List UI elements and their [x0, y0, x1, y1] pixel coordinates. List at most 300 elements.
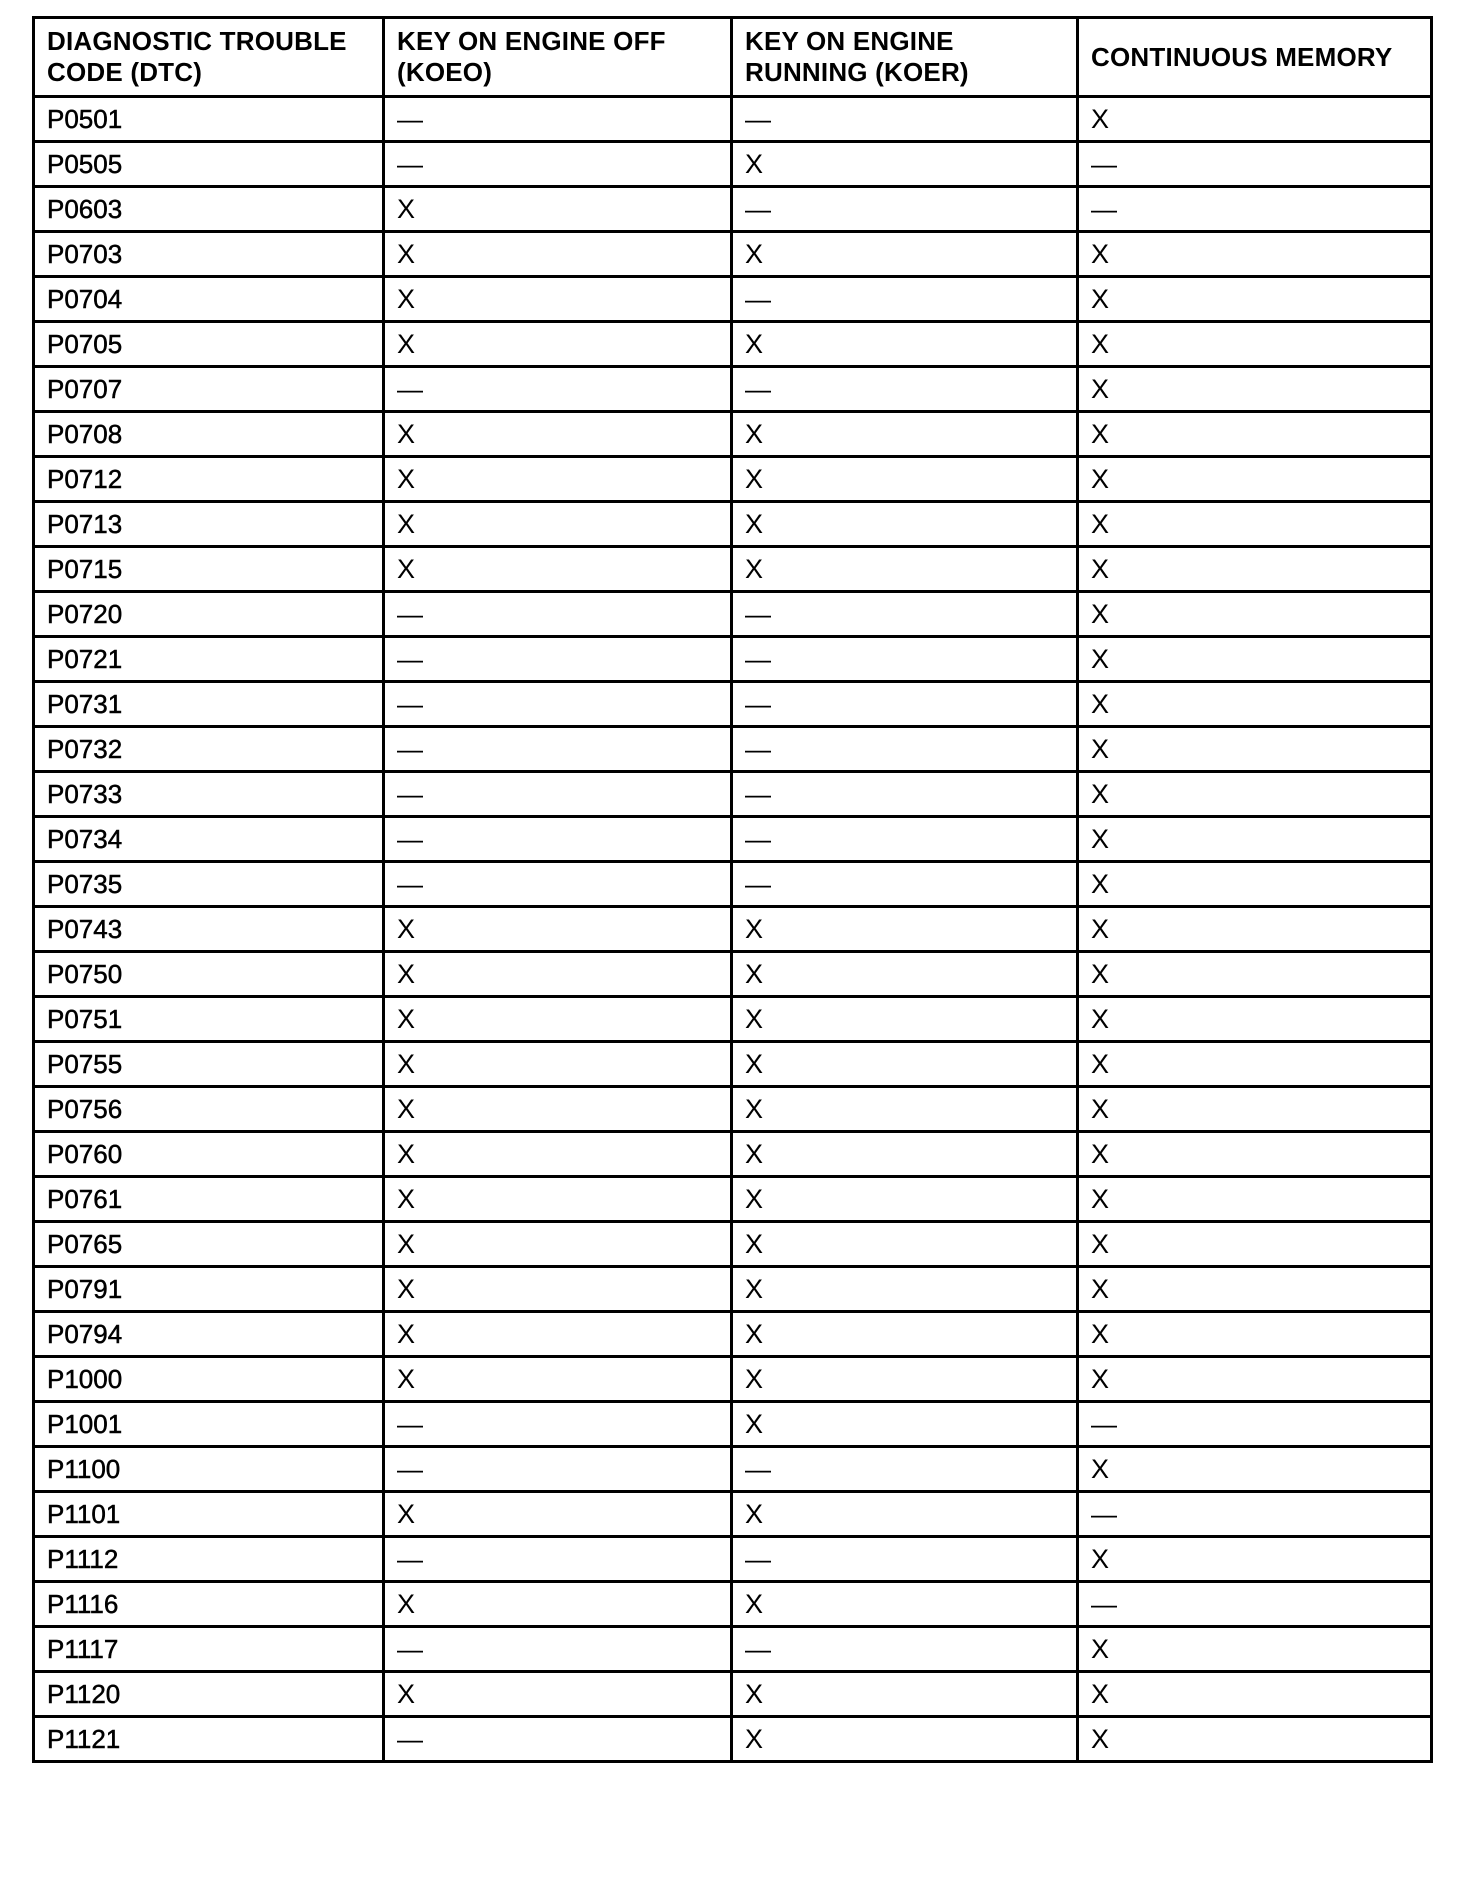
- koer-cell: [732, 1357, 1078, 1402]
- koeo-cell: [384, 592, 732, 637]
- test-mode-mark: —: [745, 1454, 771, 1484]
- table-row: [34, 412, 1432, 457]
- koer-cell: [732, 682, 1078, 727]
- dtc-code-cell: [34, 1087, 384, 1132]
- dtc-code: P0705: [47, 329, 123, 359]
- table-row: [34, 1132, 1432, 1177]
- test-mode-mark: —: [397, 104, 423, 134]
- test-mode-mark: X: [1091, 374, 1110, 404]
- table-row: [34, 1177, 1432, 1222]
- koeo-cell: [384, 1267, 732, 1312]
- test-mode-mark: X: [397, 914, 416, 944]
- koer-cell: [732, 1222, 1078, 1267]
- test-mode-mark: X: [745, 1229, 764, 1259]
- dtc-code: P0505: [47, 149, 123, 179]
- koeo-cell: [384, 862, 732, 907]
- dtc-code-cell: [34, 97, 384, 142]
- dtc-test-mode-table: [32, 16, 1433, 1763]
- test-mode-mark: —: [1091, 1499, 1117, 1529]
- test-mode-mark: —: [397, 779, 423, 809]
- test-mode-mark: —: [397, 1409, 423, 1439]
- test-mode-mark: X: [397, 1094, 416, 1124]
- koeo-cell: [384, 1447, 732, 1492]
- koer-cell: [732, 1447, 1078, 1492]
- koeo-cell: [384, 502, 732, 547]
- koer-cell: [732, 1537, 1078, 1582]
- continuous-memory-cell: [1078, 1177, 1432, 1222]
- test-mode-mark: X: [397, 419, 416, 449]
- continuous-memory-cell: [1078, 1132, 1432, 1177]
- dtc-code-cell: [34, 1492, 384, 1537]
- dtc-code: P0708: [47, 419, 123, 449]
- dtc-code: P1117: [47, 1634, 119, 1664]
- test-mode-mark: X: [397, 1364, 416, 1394]
- test-mode-mark: —: [745, 779, 771, 809]
- test-mode-mark: —: [745, 644, 771, 674]
- koeo-cell: [384, 97, 732, 142]
- dtc-code-cell: [34, 1132, 384, 1177]
- test-mode-mark: X: [397, 464, 416, 494]
- continuous-memory-cell: [1078, 502, 1432, 547]
- koer-cell: [732, 502, 1078, 547]
- dtc-code-cell: [34, 142, 384, 187]
- dtc-code-cell: [34, 322, 384, 367]
- koeo-cell: [384, 997, 732, 1042]
- test-mode-mark: X: [1091, 1544, 1110, 1574]
- continuous-memory-cell: [1078, 412, 1432, 457]
- koer-cell: [732, 322, 1078, 367]
- test-mode-mark: X: [1091, 1184, 1110, 1214]
- dtc-code: P0765: [47, 1229, 123, 1259]
- test-mode-mark: X: [745, 554, 764, 584]
- table-row: [34, 862, 1432, 907]
- test-mode-mark: —: [1091, 194, 1117, 224]
- dtc-code-cell: [34, 907, 384, 952]
- dtc-code-cell: [34, 457, 384, 502]
- table-row: [34, 232, 1432, 277]
- continuous-memory-cell: [1078, 97, 1432, 142]
- test-mode-mark: X: [1091, 1634, 1110, 1664]
- table-row: [34, 1717, 1432, 1762]
- koeo-cell: [384, 367, 732, 412]
- test-mode-mark: X: [397, 194, 416, 224]
- test-mode-mark: X: [1091, 1049, 1110, 1079]
- test-mode-mark: X: [1091, 1229, 1110, 1259]
- test-mode-mark: X: [397, 1229, 416, 1259]
- test-mode-mark: X: [1091, 239, 1110, 269]
- dtc-code-cell: [34, 1177, 384, 1222]
- dtc-code-cell: [34, 1042, 384, 1087]
- test-mode-mark: X: [745, 1184, 764, 1214]
- koeo-cell: [384, 1357, 732, 1402]
- dtc-code-cell: [34, 637, 384, 682]
- koeo-cell: [384, 1087, 732, 1132]
- test-mode-mark: —: [745, 1544, 771, 1574]
- test-mode-mark: X: [745, 239, 764, 269]
- continuous-memory-cell: [1078, 907, 1432, 952]
- dtc-code-cell: [34, 1627, 384, 1672]
- table-row: [34, 1042, 1432, 1087]
- test-mode-mark: X: [397, 554, 416, 584]
- continuous-memory-cell: [1078, 637, 1432, 682]
- test-mode-mark: X: [397, 1319, 416, 1349]
- test-mode-mark: X: [397, 1274, 416, 1304]
- table-row: [34, 1222, 1432, 1267]
- koer-cell: [732, 1582, 1078, 1627]
- continuous-memory-cell: [1078, 1537, 1432, 1582]
- continuous-memory-cell: [1078, 952, 1432, 997]
- continuous-memory-cell: [1078, 1717, 1432, 1762]
- koer-cell: [732, 772, 1078, 817]
- test-mode-mark: X: [1091, 1319, 1110, 1349]
- dtc-code-cell: [34, 727, 384, 772]
- koer-cell: [732, 1672, 1078, 1717]
- koer-cell: [732, 547, 1078, 592]
- dtc-code: P0734: [47, 824, 123, 854]
- table-row: [34, 1357, 1432, 1402]
- continuous-memory-cell: [1078, 142, 1432, 187]
- koeo-cell: [384, 277, 732, 322]
- header-row: [34, 18, 1432, 97]
- test-mode-mark: X: [397, 1139, 416, 1169]
- table-row: [34, 1267, 1432, 1312]
- dtc-code-cell: [34, 412, 384, 457]
- test-mode-mark: X: [1091, 869, 1110, 899]
- test-mode-mark: —: [397, 1454, 423, 1484]
- test-mode-mark: X: [397, 284, 416, 314]
- koer-cell: [732, 232, 1078, 277]
- koer-cell: [732, 1627, 1078, 1672]
- continuous-memory-cell: [1078, 997, 1432, 1042]
- dtc-code: P0791: [47, 1274, 123, 1304]
- koeo-cell: [384, 1402, 732, 1447]
- dtc-code: P0720: [47, 599, 123, 629]
- test-mode-mark: —: [745, 284, 771, 314]
- test-mode-mark: X: [1091, 419, 1110, 449]
- dtc-code-cell: [34, 1717, 384, 1762]
- koeo-cell: [384, 412, 732, 457]
- continuous-memory-cell: [1078, 1357, 1432, 1402]
- test-mode-mark: X: [745, 329, 764, 359]
- dtc-code-cell: [34, 592, 384, 637]
- test-mode-mark: —: [397, 149, 423, 179]
- dtc-code-cell: [34, 817, 384, 862]
- koer-cell: [732, 1267, 1078, 1312]
- dtc-code-cell: [34, 862, 384, 907]
- table-row: [34, 772, 1432, 817]
- koer-cell: [732, 1402, 1078, 1447]
- test-mode-mark: X: [745, 464, 764, 494]
- continuous-memory-cell: [1078, 457, 1432, 502]
- continuous-memory-cell: [1078, 1042, 1432, 1087]
- dtc-code-cell: [34, 1357, 384, 1402]
- dtc-code: P1120: [47, 1679, 121, 1709]
- table-row: [34, 277, 1432, 322]
- dtc-code: P0751: [47, 1004, 123, 1034]
- koer-cell: [732, 412, 1078, 457]
- test-mode-mark: X: [1091, 1139, 1110, 1169]
- test-mode-mark: —: [1091, 1409, 1117, 1439]
- test-mode-mark: X: [745, 1319, 764, 1349]
- test-mode-mark: —: [745, 374, 771, 404]
- dtc-code: P0731: [47, 689, 123, 719]
- dtc-code: P0755: [47, 1049, 123, 1079]
- continuous-memory-cell: [1078, 682, 1432, 727]
- test-mode-mark: —: [397, 689, 423, 719]
- test-mode-mark: X: [745, 1004, 764, 1034]
- continuous-memory-cell: [1078, 772, 1432, 817]
- test-mode-mark: X: [745, 1139, 764, 1169]
- koeo-cell: [384, 1312, 732, 1357]
- dtc-code: P0715: [47, 554, 123, 584]
- table-row: [34, 907, 1432, 952]
- dtc-code: P1112: [47, 1544, 119, 1574]
- dtc-code: P0703: [47, 239, 123, 269]
- test-mode-mark: X: [1091, 914, 1110, 944]
- test-mode-mark: X: [1091, 689, 1110, 719]
- continuous-memory-cell: [1078, 1447, 1432, 1492]
- dtc-code-cell: [34, 1402, 384, 1447]
- continuous-memory-cell: [1078, 1222, 1432, 1267]
- test-mode-mark: X: [1091, 284, 1110, 314]
- continuous-memory-cell: [1078, 1267, 1432, 1312]
- test-mode-mark: —: [745, 689, 771, 719]
- table-row: [34, 367, 1432, 412]
- test-mode-mark: X: [1091, 1364, 1110, 1394]
- koeo-cell: [384, 727, 732, 772]
- koeo-cell: [384, 817, 732, 862]
- dtc-code-cell: [34, 997, 384, 1042]
- dtc-code: P0735: [47, 869, 123, 899]
- test-mode-mark: —: [745, 734, 771, 764]
- dtc-code: P1101: [47, 1499, 121, 1529]
- koeo-cell: [384, 1582, 732, 1627]
- continuous-memory-cell: [1078, 1627, 1432, 1672]
- continuous-memory-cell: [1078, 322, 1432, 367]
- koeo-cell: [384, 1132, 732, 1177]
- continuous-memory-cell: [1078, 1312, 1432, 1357]
- dtc-code-cell: [34, 187, 384, 232]
- test-mode-mark: X: [1091, 734, 1110, 764]
- test-mode-mark: —: [397, 824, 423, 854]
- dtc-code: P0707: [47, 374, 123, 404]
- continuous-memory-cell: [1078, 1672, 1432, 1717]
- test-mode-mark: X: [745, 149, 764, 179]
- continuous-memory-cell: [1078, 277, 1432, 322]
- table-row: [34, 1627, 1432, 1672]
- koer-cell: [732, 727, 1078, 772]
- table-row: [34, 547, 1432, 592]
- test-mode-mark: X: [1091, 824, 1110, 854]
- test-mode-mark: X: [1091, 329, 1110, 359]
- test-mode-mark: —: [397, 1724, 423, 1754]
- dtc-code-cell: [34, 1537, 384, 1582]
- test-mode-mark: X: [397, 1184, 416, 1214]
- koer-cell: [732, 862, 1078, 907]
- test-mode-mark: X: [397, 509, 416, 539]
- koer-cell: [732, 1132, 1078, 1177]
- table-row: [34, 1447, 1432, 1492]
- koeo-cell: [384, 1492, 732, 1537]
- test-mode-mark: X: [745, 1679, 764, 1709]
- test-mode-mark: X: [745, 419, 764, 449]
- koer-cell: [732, 907, 1078, 952]
- test-mode-mark: X: [1091, 104, 1110, 134]
- table-row: [34, 187, 1432, 232]
- continuous-memory-cell: [1078, 1582, 1432, 1627]
- continuous-memory-cell: [1078, 727, 1432, 772]
- header-koeo: KEY ON ENGINE OFF (KOEO): [384, 18, 732, 97]
- koer-cell: [732, 1717, 1078, 1762]
- test-mode-mark: X: [745, 959, 764, 989]
- test-mode-mark: X: [745, 914, 764, 944]
- koeo-cell: [384, 682, 732, 727]
- test-mode-mark: X: [397, 1679, 416, 1709]
- test-mode-mark: —: [1091, 1589, 1117, 1619]
- test-mode-mark: X: [1091, 554, 1110, 584]
- dtc-code: P0501: [47, 104, 123, 134]
- dtc-code: P0721: [47, 644, 123, 674]
- dtc-code: P0761: [47, 1184, 123, 1214]
- test-mode-mark: X: [1091, 1679, 1110, 1709]
- dtc-code: P0756: [47, 1094, 123, 1124]
- test-mode-mark: X: [1091, 959, 1110, 989]
- dtc-code: P1116: [47, 1589, 119, 1619]
- test-mode-mark: —: [397, 644, 423, 674]
- koeo-cell: [384, 1717, 732, 1762]
- continuous-memory-cell: [1078, 1087, 1432, 1132]
- test-mode-mark: X: [745, 509, 764, 539]
- test-mode-mark: —: [745, 824, 771, 854]
- dtc-code-cell: [34, 547, 384, 592]
- dtc-code: P1100: [47, 1454, 121, 1484]
- test-mode-mark: X: [1091, 644, 1110, 674]
- test-mode-mark: X: [397, 959, 416, 989]
- test-mode-mark: —: [745, 194, 771, 224]
- dtc-code-cell: [34, 367, 384, 412]
- koer-cell: [732, 592, 1078, 637]
- table-row: [34, 1402, 1432, 1447]
- dtc-code: P1121: [47, 1724, 121, 1754]
- test-mode-mark: X: [745, 1364, 764, 1394]
- test-mode-mark: X: [745, 1724, 764, 1754]
- koeo-cell: [384, 1177, 732, 1222]
- test-mode-mark: —: [397, 1634, 423, 1664]
- dtc-code: P0603: [47, 194, 123, 224]
- dtc-code: P0733: [47, 779, 123, 809]
- table-row: [34, 1312, 1432, 1357]
- koer-cell: [732, 997, 1078, 1042]
- dtc-code-cell: [34, 277, 384, 322]
- koer-cell: [732, 367, 1078, 412]
- koeo-cell: [384, 1627, 732, 1672]
- koer-cell: [732, 1492, 1078, 1537]
- koer-cell: [732, 637, 1078, 682]
- test-mode-mark: X: [745, 1589, 764, 1619]
- dtc-code-cell: [34, 1222, 384, 1267]
- test-mode-mark: X: [1091, 1724, 1110, 1754]
- continuous-memory-cell: [1078, 367, 1432, 412]
- koer-cell: [732, 142, 1078, 187]
- koeo-cell: [384, 187, 732, 232]
- dtc-code-cell: [34, 1447, 384, 1492]
- test-mode-mark: X: [397, 329, 416, 359]
- test-mode-mark: X: [745, 1274, 764, 1304]
- test-mode-mark: X: [745, 1499, 764, 1529]
- koeo-cell: [384, 772, 732, 817]
- table-row: [34, 682, 1432, 727]
- test-mode-mark: —: [397, 1544, 423, 1574]
- table-row: [34, 97, 1432, 142]
- test-mode-mark: X: [397, 1049, 416, 1079]
- test-mode-mark: —: [397, 599, 423, 629]
- koer-cell: [732, 952, 1078, 997]
- dtc-code-cell: [34, 1672, 384, 1717]
- continuous-memory-cell: [1078, 592, 1432, 637]
- koeo-cell: [384, 952, 732, 997]
- test-mode-mark: X: [1091, 599, 1110, 629]
- test-mode-mark: X: [745, 1049, 764, 1079]
- table-row: [34, 1087, 1432, 1132]
- koer-cell: [732, 1312, 1078, 1357]
- test-mode-mark: —: [745, 1634, 771, 1664]
- dtc-code-cell: [34, 502, 384, 547]
- koeo-cell: [384, 457, 732, 502]
- dtc-code: P0794: [47, 1319, 123, 1349]
- test-mode-mark: X: [1091, 779, 1110, 809]
- table-row: [34, 817, 1432, 862]
- test-mode-mark: X: [1091, 1094, 1110, 1124]
- test-mode-mark: —: [745, 599, 771, 629]
- koer-cell: [732, 817, 1078, 862]
- dtc-code-cell: [34, 952, 384, 997]
- header-continuous-memory: CONTINUOUS MEMORY: [1078, 18, 1432, 97]
- table-row: [34, 1582, 1432, 1627]
- koer-cell: [732, 457, 1078, 502]
- table-row: [34, 1672, 1432, 1717]
- test-mode-mark: —: [1091, 149, 1117, 179]
- test-mode-mark: X: [397, 239, 416, 269]
- dtc-code: P1000: [47, 1364, 123, 1394]
- table-row: [34, 727, 1432, 772]
- koer-cell: [732, 97, 1078, 142]
- test-mode-mark: X: [1091, 1274, 1110, 1304]
- koeo-cell: [384, 142, 732, 187]
- table-row: [34, 1492, 1432, 1537]
- test-mode-mark: X: [1091, 1004, 1110, 1034]
- header-dtc: DIAGNOSTIC TROUBLE CODE (DTC): [34, 18, 384, 97]
- continuous-memory-cell: [1078, 817, 1432, 862]
- continuous-memory-cell: [1078, 547, 1432, 592]
- test-mode-mark: X: [1091, 509, 1110, 539]
- dtc-code-cell: [34, 1267, 384, 1312]
- continuous-memory-cell: [1078, 187, 1432, 232]
- table-row: [34, 502, 1432, 547]
- koer-cell: [732, 1042, 1078, 1087]
- koeo-cell: [384, 1537, 732, 1582]
- test-mode-mark: X: [745, 1094, 764, 1124]
- test-mode-mark: —: [397, 374, 423, 404]
- koeo-cell: [384, 1042, 732, 1087]
- table-body: [34, 97, 1432, 1762]
- dtc-code-cell: [34, 1582, 384, 1627]
- test-mode-mark: X: [397, 1004, 416, 1034]
- continuous-memory-cell: [1078, 1492, 1432, 1537]
- dtc-code: P1001: [47, 1409, 123, 1439]
- dtc-code: P0760: [47, 1139, 123, 1169]
- continuous-memory-cell: [1078, 1402, 1432, 1447]
- koer-cell: [732, 277, 1078, 322]
